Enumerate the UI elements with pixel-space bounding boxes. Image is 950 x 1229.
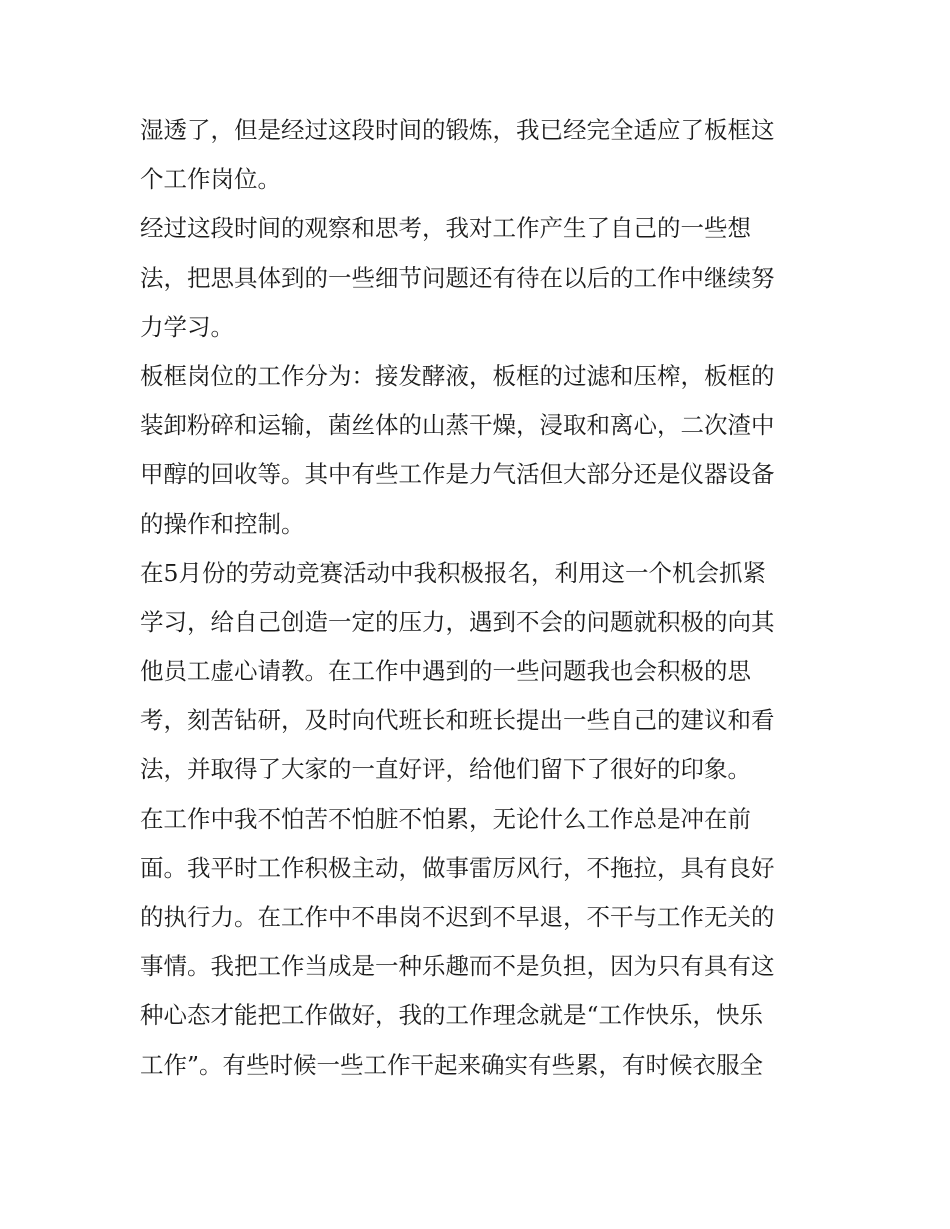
text-line: 工作”。有些时候一些工作干起来确实有些累，有时候衣服全 bbox=[140, 1050, 764, 1079]
text-line: 学习，给自己创造一定的压力，遇到不会的问题就积极的向其 bbox=[140, 607, 775, 636]
text-line: 的执行力。在工作中不串岗不迟到不早退，不干与工作无关的 bbox=[140, 903, 775, 931]
text-line: 的操作和控制。 bbox=[140, 509, 305, 538]
text-line: 面。我平时工作积极主动，做事雷厉风行，不拖拉，具有良好 bbox=[140, 853, 775, 882]
text-line: 考，刻苦钻研，及时向代班长和班长提出一些自己的建议和看 bbox=[140, 706, 775, 735]
text-line: 甲醇的回收等。其中有些工作是力气活但大部分还是仪器设备 bbox=[140, 460, 775, 489]
body-text bbox=[140, 106, 820, 1090]
text-line: 装卸粉碎和运输，菌丝体的山蒸干燥，浸取和离心，二次渣中 bbox=[140, 411, 775, 440]
text-line: 法，把思具体到的一些细节问题还有待在以后的工作中继续努 bbox=[140, 263, 775, 292]
text-line: 经过这段时间的观察和思考，我对工作产生了自己的一些想 bbox=[140, 214, 751, 243]
text-line: 板框岗位的工作分为：接发酵液，板框的过滤和压榨，板框的 bbox=[140, 361, 775, 390]
text-line: 在工作中我不怕苦不怕脏不怕累，无论什么工作总是冲在前 bbox=[140, 804, 751, 833]
text-line: 力学习。 bbox=[140, 312, 234, 341]
text-line: 事情。我把工作当成是一种乐趣而不是负担，因为只有具有这 bbox=[140, 952, 775, 981]
text-line: 法，并取得了大家的一直好评，给他们留下了很好的印象。 bbox=[140, 755, 751, 784]
text-line: 在5月份的劳动竞赛活动中我积极报名，利用这一个机会抓紧 bbox=[140, 558, 766, 587]
text-line: 湿透了，但是经过这段时间的锻炼，我已经完全适应了板框这 bbox=[140, 116, 775, 144]
text-line: 他员工虚心请教。在工作中遇到的一些问题我也会积极的思 bbox=[140, 657, 751, 686]
text-line: 个工作岗位。 bbox=[140, 165, 281, 194]
text-line: 种心态才能把工作做好，我的工作理念就是“工作快乐，快乐 bbox=[140, 1001, 764, 1030]
